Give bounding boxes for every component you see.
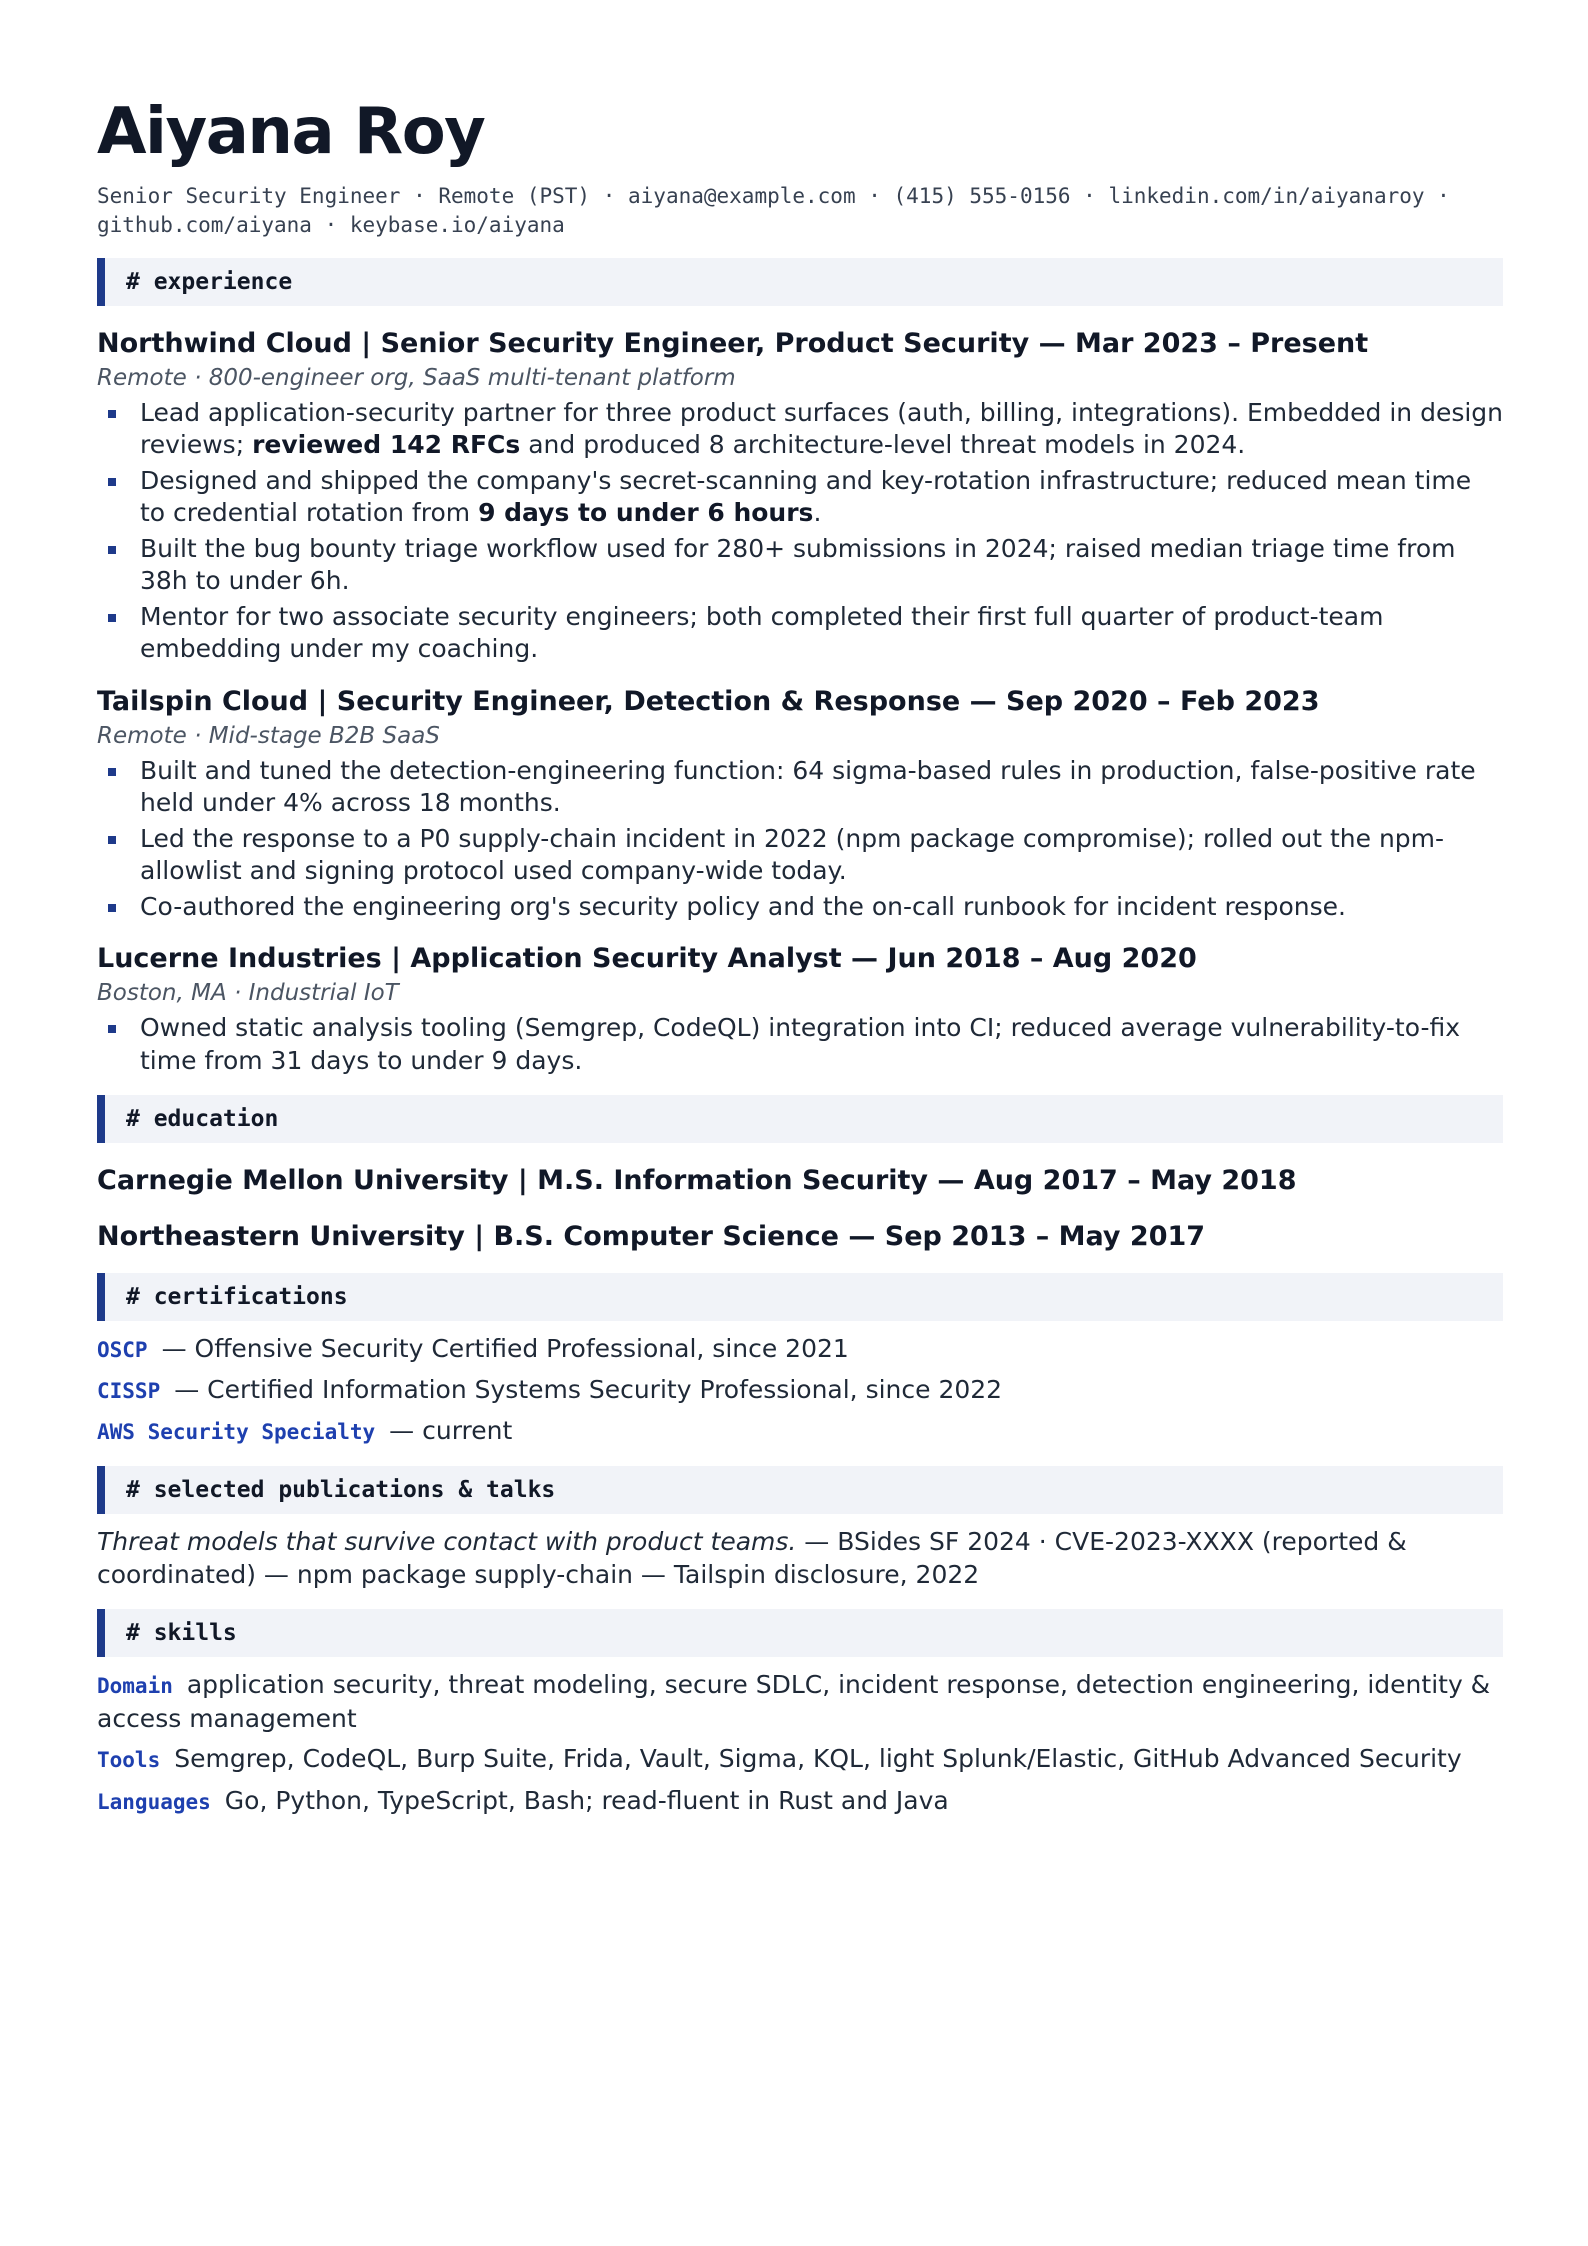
bullet-text: and produced 8 architecture-level threat models in 2024. [520, 430, 1246, 460]
bullet-square-icon [108, 546, 116, 554]
job-entry [97, 326, 1503, 666]
candidate-name: Aiyana Roy [97, 95, 485, 169]
certification-code: CISSP [97, 1379, 161, 1404]
bullet-text: Built the bug bounty triage workflow used for 280+ submissions in 2024; raised median triage time from 38h to under 6h. [140, 533, 1456, 596]
section-heading-certifications: # certifications [97, 1273, 1503, 1321]
bullet-text: Mentor for two associate security engineers; both completed their first full quarter of product-team embedding under my coaching. [140, 601, 1384, 664]
bullet-item [97, 755, 1503, 820]
skill-entry [97, 1669, 1503, 1735]
bullet-text: Designed and shipped the company's secret-scanning and key-rotation infrastructure; reduced mean time to credential rotation from [140, 465, 1472, 528]
bullet-item [97, 397, 1503, 462]
bullet-square-icon [108, 1025, 116, 1033]
bullet-text: Lead application-security partner for three product surfaces (auth, billing, integrations). Embedded in design reviews; [140, 397, 1504, 460]
bullet-text: . [813, 498, 822, 528]
job-title: Lucerne Industries | Application Security Analyst — Jun 2018 – Aug 2020 [97, 943, 1197, 975]
skill-entry [97, 1743, 1503, 1777]
job-subtitle: Remote · Mid-stage B2B SaaS [97, 722, 440, 749]
contact-line: Senior Security Engineer · Remote (PST) · aiyana@example.com · (415) 555-0156 · linkedin.com/in/aiyanaroy · github.com/aiyana · keybase.io/aiyana [97, 183, 1450, 237]
job-bullets [97, 755, 1503, 924]
job-subtitle: Remote · 800-engineer org, SaaS multi-tenant platform [97, 364, 736, 391]
skill-category: Tools [97, 1748, 161, 1773]
job-bullets [97, 397, 1503, 666]
bullet-text: Co-authored the engineering org's security policy and the on-call runbook for incident response. [140, 891, 1346, 921]
bullet-square-icon [108, 836, 116, 844]
bullet-item [97, 601, 1503, 666]
publication-title: Threat models that survive contact with product teams. [97, 1527, 797, 1557]
section-heading-education: # education [97, 1095, 1503, 1143]
job-title: Tailspin Cloud | Security Engineer, Detection & Response — Sep 2020 – Feb 2023 [97, 685, 1320, 717]
skill-category: Languages [97, 1789, 211, 1814]
job-entry [97, 941, 1503, 1077]
certification-description: — Offensive Security Certified Professional, since 2021 [161, 1334, 849, 1364]
bullet-item [97, 891, 1503, 924]
resume-page [97, 96, 1503, 1818]
certification-entry [97, 1333, 1503, 1366]
bullet-text: Owned static analysis tooling (Semgrep, CodeQL) integration into CI; reduced average vulnerability-to-fix time from 31 days to under 9 days. [140, 1013, 1461, 1075]
bullet-square-icon [108, 410, 116, 418]
job-entry [97, 684, 1503, 924]
bullet-text: Led the response to a P0 supply-chain incident in 2022 (npm package compromise); rolled out the npm-allowlist and signing protocol used company-wide today. [140, 823, 1445, 886]
job-bullets [97, 1012, 1503, 1077]
section-heading-experience: # experience [97, 258, 1503, 306]
bullet-text: Built and tuned the detection-engineering function: 64 sigma-based rules in production, false-positive rate held under 4% across 18 months. [140, 755, 1476, 818]
section-heading-skills: # skills [97, 1609, 1503, 1657]
publications-text [97, 1526, 1503, 1591]
certification-description: — current [389, 1416, 513, 1446]
certification-entry [97, 1374, 1503, 1407]
bullet-item [97, 465, 1503, 530]
certification-entry [97, 1415, 1503, 1448]
education-entry: Northeastern University | B.S. Computer Science — Sep 2013 – May 2017 [97, 1221, 1206, 1253]
certification-code: AWS Security Specialty [97, 1420, 376, 1445]
education-entry: Carnegie Mellon University | M.S. Information Security — Aug 2017 – May 2018 [97, 1165, 1297, 1197]
bullet-item [97, 823, 1503, 888]
bullet-item [97, 1012, 1503, 1077]
section-heading-publications: # selected publications & talks [97, 1466, 1503, 1514]
skill-list: application security, threat modeling, secure SDLC, incident response, detection engineering, identity & access management [97, 1670, 1491, 1733]
bullet-square-icon [108, 478, 116, 486]
bullet-highlight: reviewed 142 RFCs [252, 430, 521, 460]
skill-list: Go, Python, TypeScript, Bash; read-fluent in Rust and Java [224, 1785, 949, 1815]
bullet-square-icon [108, 904, 116, 912]
job-title: Northwind Cloud | Senior Security Engineer, Product Security — Mar 2023 – Present [97, 327, 1369, 359]
skill-entry [97, 1785, 1503, 1819]
job-subtitle: Boston, MA · Industrial IoT [97, 980, 399, 1007]
certification-description: — Certified Information Systems Security Professional, since 2022 [174, 1375, 1003, 1405]
bullet-square-icon [108, 768, 116, 776]
certification-code: OSCP [97, 1338, 148, 1363]
publication-details: — BSides SF 2024 · CVE-2023-XXXX (reported & coordinated) — npm package supply-chain — Tailspin disclosure, 2022 [97, 1527, 1407, 1589]
bullet-highlight: 9 days to under 6 hours [478, 498, 814, 528]
bullet-square-icon [108, 614, 116, 622]
bullet-item [97, 533, 1503, 598]
skill-category: Domain [97, 1674, 173, 1699]
skill-list: Semgrep, CodeQL, Burp Suite, Frida, Vault, Sigma, KQL, light Splunk/Elastic, GitHub Advanced Security [174, 1744, 1462, 1774]
